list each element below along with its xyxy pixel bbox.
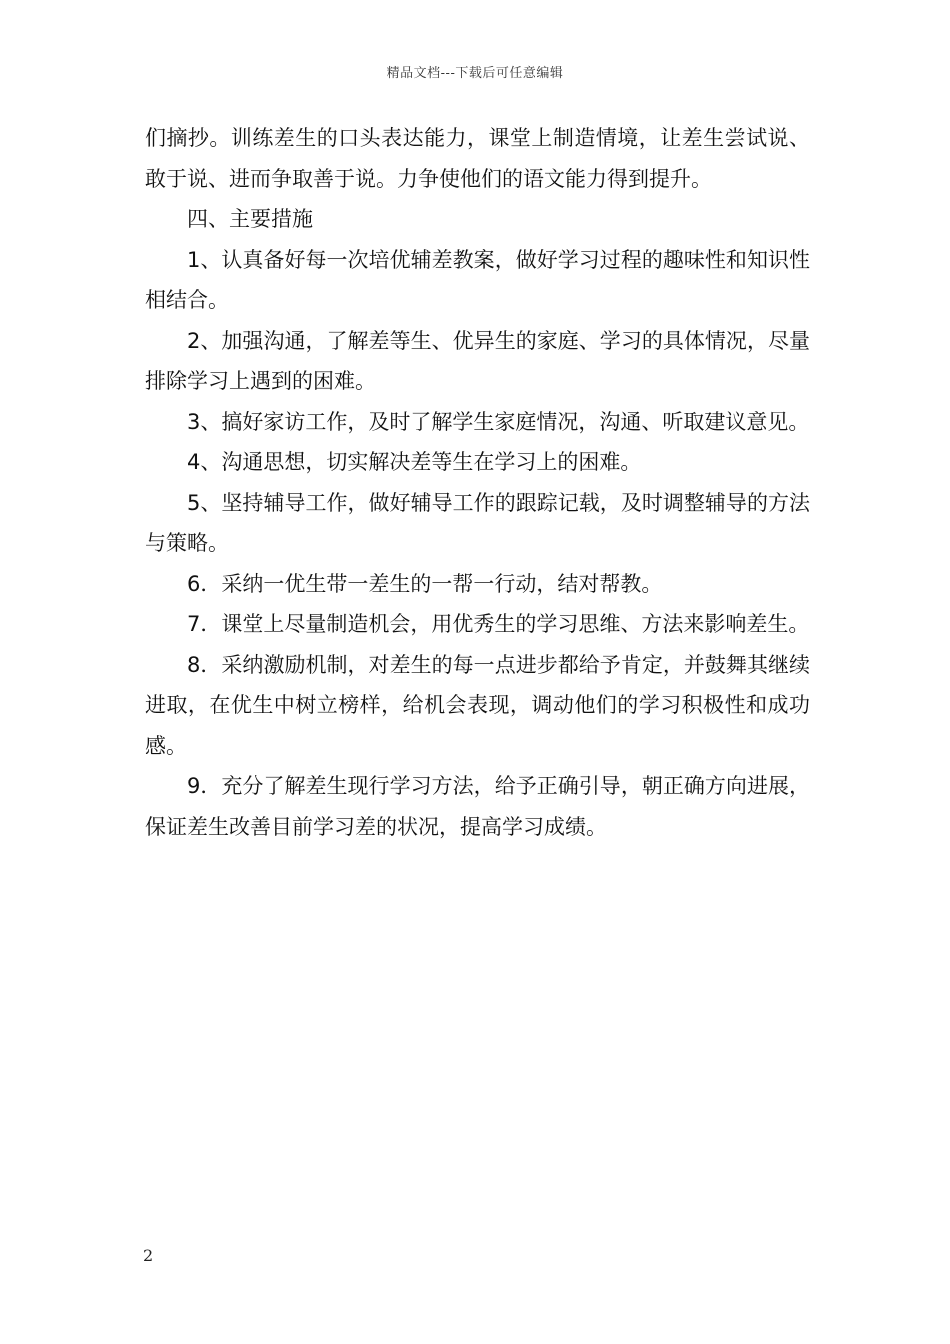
measure-item-5: 5、坚持辅导工作，做好辅导工作的跟踪记载，及时调整辅导的方法与策略。 bbox=[145, 490, 810, 555]
measure-item-8: 8．采纳激励机制，对差生的每一点进步都给予肯定，并鼓舞其继续进取，在优生中树立榜样，给机会表现，调动他们的学习积极性和成功感。 bbox=[145, 652, 810, 758]
measure-item-2: 2、加强沟通，了解差等生、优异生的家庭、学习的具体情况，尽量排除学习上遇到的困难。 bbox=[145, 328, 810, 393]
paragraph-continuation: 们摘抄。训练差生的口头表达能力，课堂上制造情境，让差生尝试说、敢于说、进而争取善于说。力争使他们的语文能力得到提升。 bbox=[145, 126, 810, 191]
measure-item-3: 3、搞好家访工作，及时了解学生家庭情况，沟通、听取建议意见。 bbox=[187, 409, 810, 434]
page-header: 精品文档---下载后可任意编辑 bbox=[386, 66, 564, 81]
measure-item-4: 4、沟通思想，切实解决差等生在学习上的困难。 bbox=[187, 450, 642, 474]
measure-item-9: 9．充分了解差生现行学习方法，给予正确引导，朝正确方向进展，保证差生改善目前学习差的状况，提高学习成绩。 bbox=[145, 774, 810, 839]
measure-item-6: 6．采纳一优生带一差生的一帮一行动，结对帮教。 bbox=[187, 571, 663, 596]
page-number: 2 bbox=[143, 1246, 154, 1265]
measure-item-7: 7．课堂上尽量制造机会，用优秀生的学习思维、方法来影响差生。 bbox=[187, 612, 810, 636]
section-heading: 四、主要措施 bbox=[187, 207, 313, 231]
document-body bbox=[145, 118, 810, 847]
measure-item-1: 1、认真备好每一次培优辅差教案，做好学习过程的趣味性和知识性相结合。 bbox=[145, 247, 810, 312]
